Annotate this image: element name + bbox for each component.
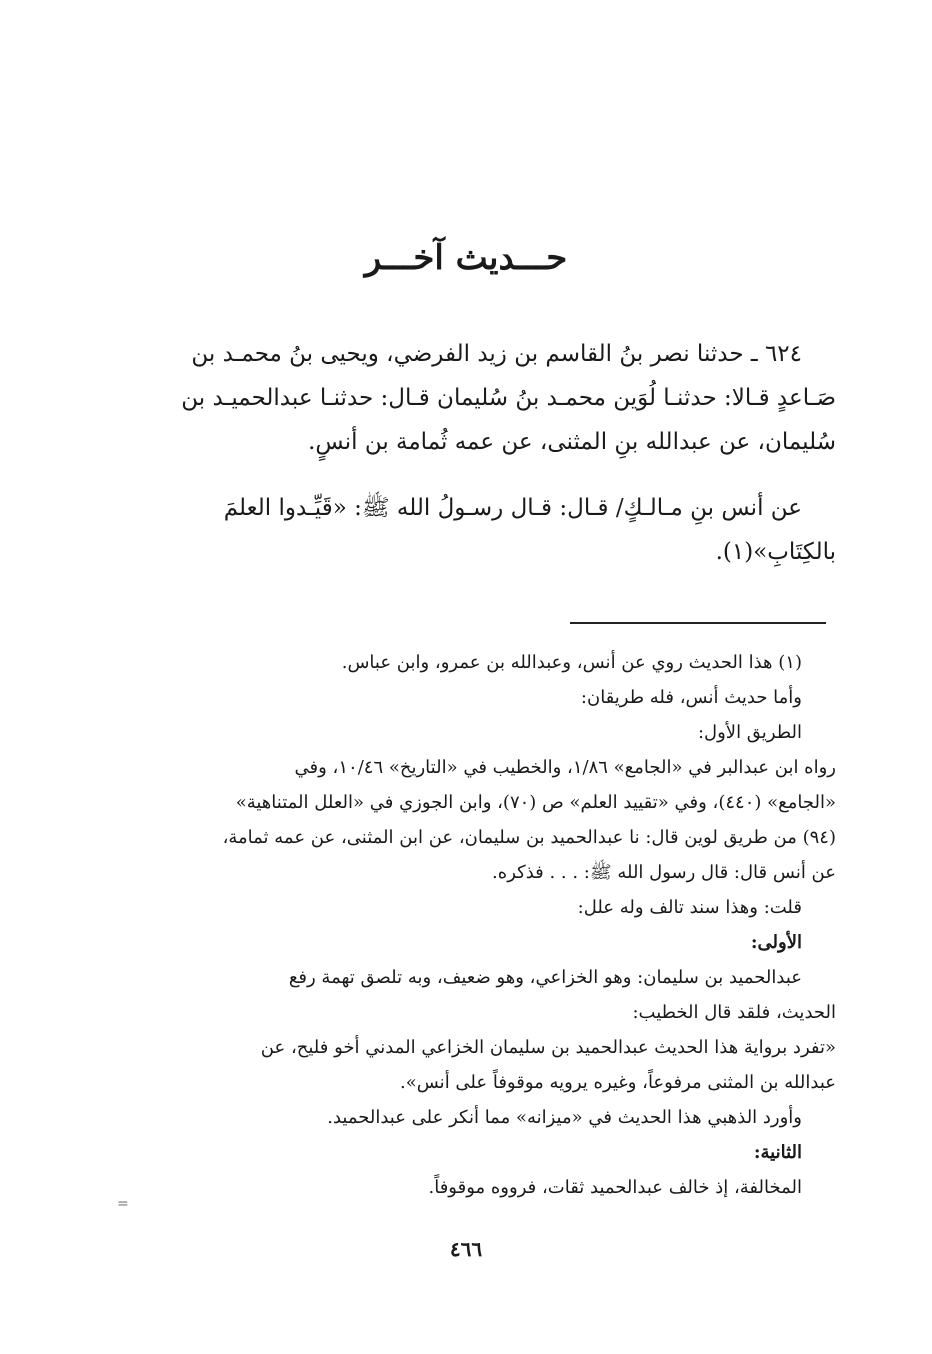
hadith-line: صَـاعدٍ قـالا: حدثنـا لُوَين محمـد بنُ سُليمان قـال: حدثنـا عبدالحميـد بن xyxy=(181,385,836,411)
footnote-heading: الثانية: xyxy=(753,1142,802,1163)
footnote-line: عن أنس قال: قال رسول الله ﷺ: . . . فذكره. xyxy=(492,862,836,883)
footnote-line: (٩٤) من طريق لوين قال: نا عبدالحميد بن سليمان، عن ابن المثنى، عن عمه ثمامة، xyxy=(222,827,836,848)
footnote-line: (١) هذا الحديث روي عن أنس، وعبدالله بن عمرو، وابن عباس. xyxy=(341,652,802,673)
footnote-line: عبدالله بن المثنى مرفوعاً، وغيره يرويه موقوفاً على أنس». xyxy=(400,1072,836,1093)
footnote-separator xyxy=(570,622,826,624)
footnote-heading: الأولى: xyxy=(750,932,802,953)
page-number: ٤٦٦ xyxy=(449,1237,483,1261)
footnote-line: رواه ابن عبدالبر في «الجامع» ١/٨٦، والخطيب في «التاريخ» ١٠/٤٦، وفي xyxy=(294,757,836,778)
footnote-line: المخالفة، إذ خالف عبدالحميد ثقات، فرووه موقوفاً. xyxy=(428,1177,802,1198)
hadith-line: ٦٢٤ ـ حدثنا نصر بنُ القاسم بن زيد الفرضي، ويحيى بنُ محمـد بن xyxy=(191,341,802,367)
footnote-line: وأورد الذهبي هذا الحديث في «ميزانه» مما أنكر على عبدالحميد. xyxy=(327,1107,802,1128)
matn-line: بالكِتَابِ»(١). xyxy=(715,539,836,565)
footnote-line: الحديث، فلقد قال الخطيب: xyxy=(632,1002,836,1023)
margin-mark: = xyxy=(117,1196,129,1212)
hadith-isnad-paragraph xyxy=(136,332,836,464)
hadith-line: سُليمان، عن عبدالله بنِ المثنى، عن عمه ثُمامة بن أنسٍ. xyxy=(308,429,836,455)
footnote-line: وأما حديث أنس، فله طريقان: xyxy=(580,687,802,708)
footnotes-section xyxy=(136,645,836,1205)
footnote-line: الطريق الأول: xyxy=(697,722,802,743)
matn-line: عن أنس بنِ مـالـكٍ/ قـال: قـال رسـولُ الله ﷺ: «قَيِّـدوا العلمَ xyxy=(223,495,802,521)
footnote-line: «الجامع» (٤٤٠)، وفي «تقييد العلم» ص (٧٠)، وابن الجوزي في «العلل المتناهية» xyxy=(235,792,836,813)
section-title: حـــديث آخـــر xyxy=(364,238,568,278)
footnote-line: عبدالحميد بن سليمان: وهو الخزاعي، وهو ضعيف، وبه تلصق تهمة رفع xyxy=(288,967,802,988)
footnote-line: قلت: وهذا سند تالف وله علل: xyxy=(577,897,802,918)
hadith-matn-paragraph xyxy=(136,486,836,574)
footnote-line: «تفرد برواية هذا الحديث عبدالحميد بن سليمان الخزاعي المدني أخو فليح، عن xyxy=(260,1037,836,1058)
